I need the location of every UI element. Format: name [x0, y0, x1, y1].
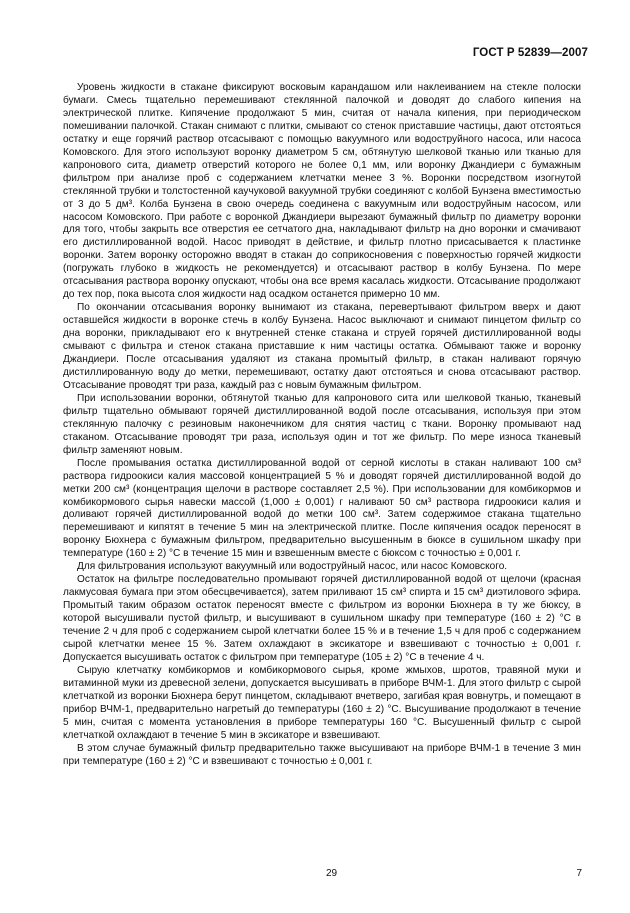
paragraph-1: Уровень жидкости в стакане фиксируют восковым карандашом или наклеиванием на стекле полоски бумаги. Смесь тщательно перемешивают стеклянной палочкой и доводят до слабого кипения на электрической плитке. Кипячение продолжают 5 мин, считая от начала кипения, при периодическом помешивании палочкой. Стакан снимают с плитки, смывают со стенок приставшие частицы, дают отстояться остатку и еще горячий раствор отсасывают с помощью вакуумного или водоструйного насоса, или насоса Комовского. Для этого используют воронку диаметром 5 см, обтянутую шелковой тканью или тканью для капронового сита, диаметр отверстий которого не более 0,1 мм, или воронку Джандиери с бумажным фильтром при анализе проб с содержанием клетчатки менее 3 %. Воронки посредством изогнутой стеклянной трубки и толстостенной каучуковой вакуумной трубки соединяют с колбой Бунзена вместимостью от 3 до 5 дм³. Колба Бунзена в свою очередь соединена с вакуумным или водоструйным насосом, или насосом Комовского. При работе с воронкой Джандиери вырезают бумажный фильтр по диаметру воронки для того, чтобы закрыть все отверстия ее сетчатого дна, накладывают фильтр на дно воронки и смачивают его дистиллированной водой. Насос приводят в действие, и фильтр плотно присасывается к пластинке воронки. Затем воронку осторожно вводят в стакан до соприкосновения с поверхностью горячей жидкости (погружать глубоко в жидкость не рекомендуется) и отсасывают раствор в колбу Бунзена. По мере отсасывания раствора воронку опускают, чтобы она все время касалась жидкости. Отсасывание продолжают до тех пор, пока высота слоя жидкости над осадком останется примерно 10 мм.: [63, 82, 581, 301]
paragraph-6: Остаток на фильтре последовательно промывают горячей дистиллированной водой от щелочи (красная лакмусовая бумага при этом обесцвечивается), затем приливают 15 см³ спирта и 15 см³ диэтилового эфира. Промытый таким образом остаток переносят вместе с фильтром из воронки Бюхнера в ту же бюксу, в которой высушивали пустой фильтр, и высушивают в сушильном шкафу при температуре (160 ± 2) °С в течение 2 ч для проб с содержанием сырой клетчатки более 15 % и в течение 1,5 ч для проб с содержанием сырой клетчатки менее 15 %. Затем охлаждают в эксикаторе и взвешивают с точностью ± 0,001 г. Допускается высушивать остаток с фильтром при температуре (105 ± 2) °С в течение 4 ч.: [63, 574, 581, 663]
paragraph-7: Сырую клетчатку комбикормов и комбикормового сырья, кроме жмыхов, шротов, травяной муки и витаминной муки из древесной зелени, допускается высушивать в приборе ВЧМ-1. Для этого фильтр с сырой клетчаткой из воронки Бюхнера берут пинцетом, складывают вчетверо, загибая края вовнутрь, и помещают в прибор ВЧМ-1, предварительно нагретый до температуры (160 ± 2) °С. Высушивание продолжают в течение 5 мин, считая с момента установления в приборе температуры 160 °С. Высушенный фильтр с сырой клетчаткой охлаждают в течение 5 мин в эксикаторе и взвешивают.: [63, 664, 581, 741]
document-header: ГОСТ Р 52839—2007: [472, 47, 588, 59]
paragraph-4: После промывания остатка дистиллированной водой от серной кислоты в стакан наливают 100 см³ раствора гидроокиси калия массовой концентрацией 5 % и доводят горячей дистиллированной водой до метки 200 см³ (концентрация щелочи в растворе составляет 2,5 %). При использовании для комбикормов и комбикормового сырья навески массой (1,000 ± 0,001) г наливают 50 см³ раствора гидроокиси калия и доливают горячей дистиллированной водой до метки 100 см³. Затем содержимое стакана тщательно перемешивают и кипятят в течение 5 мин на электрической плитке. После кипячения осадок переносят в воронку Бюхнера с бумажным фильтром, предварительно высушенным в бюксе в сушильном шкафу при температуре (160 ± 2) °С в течение 15 мин и взвешенным вместе с бюксом с точностью ± 0,001 г.: [63, 457, 581, 560]
page-number-center: 29: [326, 868, 338, 879]
page-number-right: 7: [576, 868, 582, 879]
paragraph-8: В этом случае бумажный фильтр предварительно также высушивают на приборе ВЧМ-1 в течение 3 мин при температуре (160 ± 2) °С и взвешивают с точностью ± 0,001 г.: [63, 742, 581, 767]
body-text: [63, 82, 581, 769]
paragraph-5: Для фильтрования используют вакуумный или водоструйный насос, или насос Комовского.: [77, 561, 508, 573]
paragraph-3: При использовании воронки, обтянутой тканью для капронового сита или шелковой тканью, тканевый фильтр тщательно обмывают горячей дистиллированной водой после отсасывания, используя при этом стеклянную палочку с резиновым наконечником для снятия частиц с ткани. Воронку промывают над стаканом. Отсасывание проводят три раза, используя один и тот же фильтр. По мере износа тканевый фильтр заменяют новым.: [63, 392, 581, 456]
paragraph-2: По окончании отсасывания воронку вынимают из стакана, перевертывают фильтром вверх и дают оставшейся жидкости в воронке стечь в колбу Бунзена. Насос выключают и снимают пинцетом фильтр со дна воронки, прикладывают его к внутренней стенке стакана и струей горячей дистиллированной воды смывают с фильтра и стенок стакана приставшие к ним частицы остатка. Обмывают также и воронку Джандиери. После отсасывания удаляют из стакана промытый фильтр, в стакан наливают горячую дистиллированную воду до метки, перемешивают, остатку дают отстояться и снова отсасывают раствор. Отсасывание проводят три раза, каждый раз с новым бумажным фильтром.: [63, 302, 581, 391]
